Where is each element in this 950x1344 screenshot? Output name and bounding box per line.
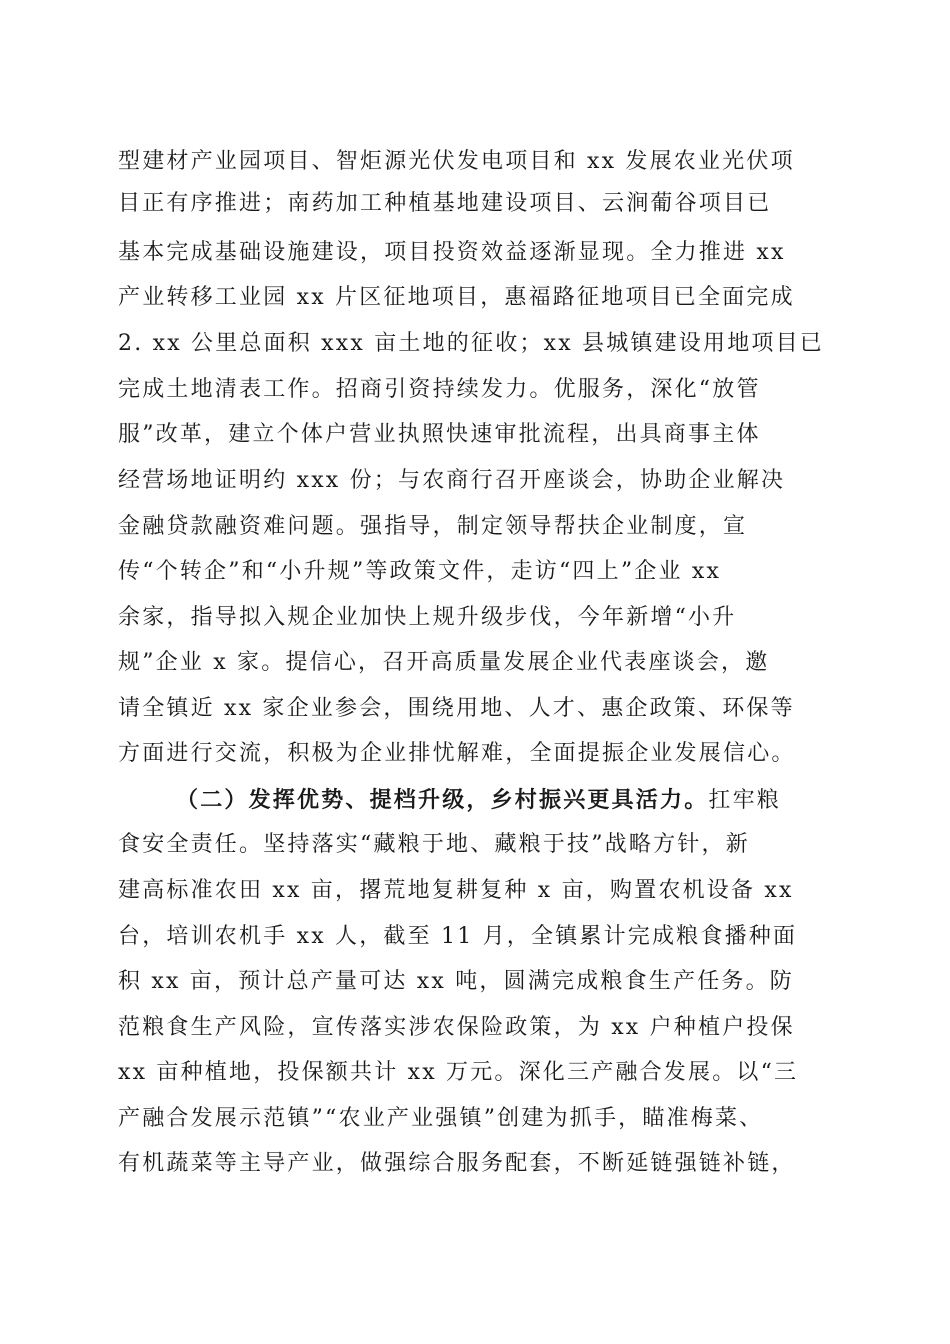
section-heading-continuation: 扛牢粮 bbox=[708, 788, 782, 813]
paragraph-line: 金融贷款融资难问题。强指导，制定领导帮扶企业制度，宣 bbox=[118, 514, 748, 539]
paragraph-line: 规”企业 x 家。提信心，召开高质量发展企业代表座谈会，邀 bbox=[118, 650, 770, 675]
paragraph-line: 有机蔬菜等主导产业，做强综合服务配套，不断延链强链补链， bbox=[118, 1151, 796, 1176]
paragraph-line: 经营场地证明约 xxx 份；与农商行召开座谈会，协助企业解决 bbox=[118, 468, 786, 493]
paragraph-line: 台，培训农机手 xx 人，截至 11 月，全镇累计完成粮食播种面 bbox=[118, 924, 798, 949]
paragraph-line: 请全镇近 xx 家企业参会，围绕用地、人才、惠企政策、环保等 bbox=[118, 696, 795, 721]
section-heading-line bbox=[176, 781, 781, 819]
paragraph-line: 积 xx 亩，预计总产量可达 xx 吨，圆满完成粮食生产任务。防 bbox=[118, 969, 795, 994]
paragraph-line: 型建材产业园项目、智炬源光伏发电项目和 xx 发展农业光伏项 bbox=[118, 149, 795, 174]
paragraph-line: 建高标准农田 xx 亩，撂荒地复耕复种 x 亩，购置农机设备 xx bbox=[118, 878, 794, 903]
paragraph-line: 服”改革，建立个体户营业执照快速审批流程，出具商事主体 bbox=[118, 422, 761, 447]
paragraph-line: 完成土地清表工作。招商引资持续发力。优服务，深化“放管 bbox=[118, 377, 761, 402]
paragraph-line: 产业转移工业园 xx 片区征地项目，惠福路征地项目已全面完成 bbox=[118, 285, 795, 310]
paragraph-line: 产融合发展示范镇”“农业产业强镇”创建为抓手，瞄准梅菜、 bbox=[118, 1106, 764, 1131]
paragraph-line: 食安全责任。坚持落实“藏粮于地、藏粮于技”战略方针，新 bbox=[118, 832, 750, 857]
paragraph-line: 余家，指导拟入规企业加快上规升级步伐，今年新增“小升 bbox=[118, 605, 737, 630]
paragraph-line: 传“个转企”和“小升规”等政策文件，走访“四上”企业 xx bbox=[118, 559, 722, 584]
paragraph-line: 范粮食生产风险，宣传落实涉农保险政策，为 xx 户种植户投保 bbox=[118, 1015, 795, 1040]
paragraph-line: xx 亩种植地，投保额共计 xx 万元。深化三产融合发展。以“三 bbox=[118, 1060, 799, 1085]
paragraph-line: 2. xx 公里总面积 xxx 亩土地的征收；xx 县城镇建设用地项目已 bbox=[118, 331, 825, 356]
paragraph-line: 基本完成基础设施建设，项目投资效益逐渐显现。全力推进 xx bbox=[118, 240, 786, 265]
section-heading: （二）发挥优势、提档升级，乡村振兴更具活力。 bbox=[176, 787, 709, 813]
paragraph-line: 目正有序推进；南药加工种植基地建设项目、云涧葡谷项目已 bbox=[118, 191, 772, 216]
paragraph-line: 方面进行交流，积极为企业排忧解难，全面提振企业发展信心。 bbox=[118, 741, 796, 766]
